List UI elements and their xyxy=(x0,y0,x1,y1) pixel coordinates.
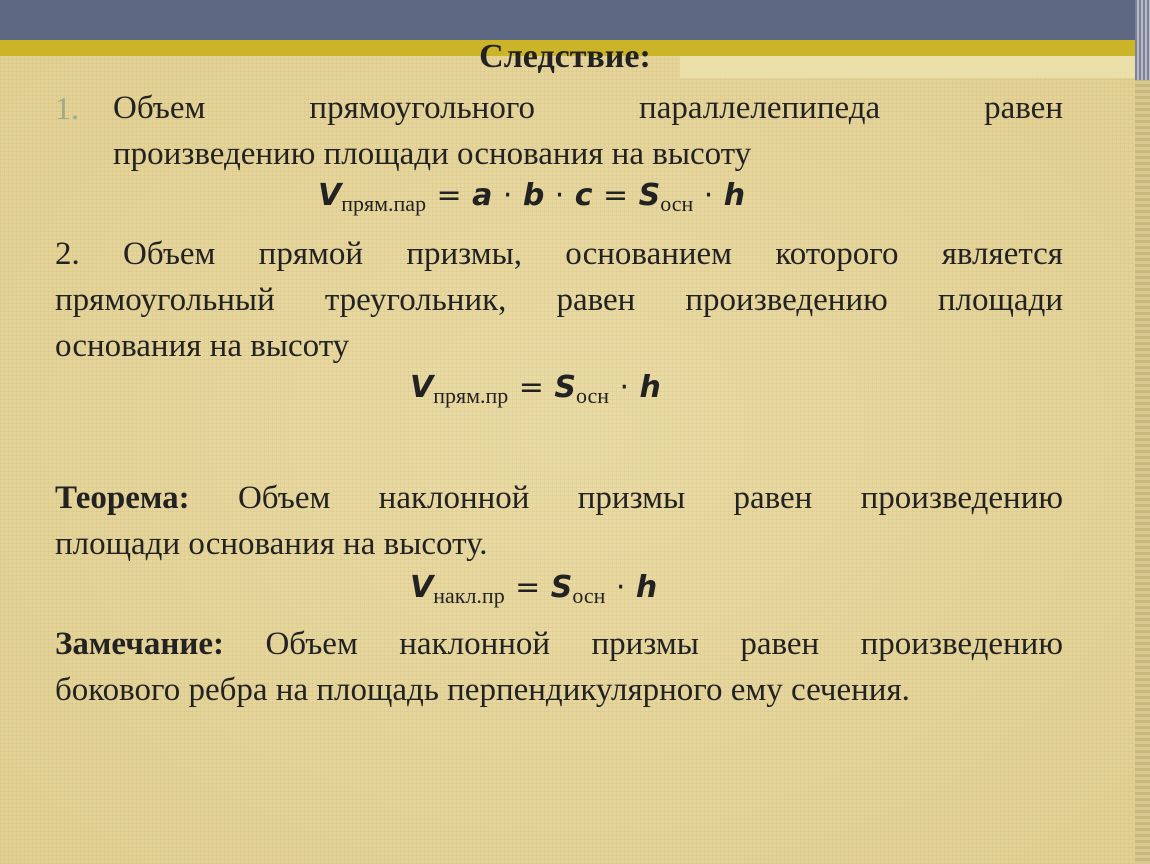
formula-symbol: S xyxy=(638,178,661,213)
remark-text: Объем наклонной призмы равен произведению xyxy=(265,626,1063,662)
formula-subscript: прям.пр xyxy=(433,383,509,408)
formula-operator: · xyxy=(615,570,626,605)
theorem-line1 xyxy=(55,476,1063,520)
formula-operator: = xyxy=(603,178,629,213)
formula-symbol: V xyxy=(318,178,342,213)
remark-line2: бокового ребра на площадь перпендикулярного ему сечения. xyxy=(55,672,910,708)
formula-symbol: S xyxy=(554,370,576,405)
formula-symbol: V xyxy=(410,570,434,605)
formula-operator: = xyxy=(515,570,541,605)
item2-line3: основания на высоту xyxy=(55,328,350,364)
theorem-line2: площади основания на высоту. xyxy=(55,526,488,562)
theorem-label: Теорема: xyxy=(55,480,190,516)
formula-symbol: S xyxy=(550,570,573,605)
slide-heading: Следствие: xyxy=(479,38,651,75)
title-bar-decoration xyxy=(0,0,1150,40)
formula-operator: · xyxy=(703,178,714,213)
item1-line2: произведению площади основания на высоту xyxy=(113,136,752,172)
formula-symbol: c xyxy=(574,178,593,213)
formula-symbol: h xyxy=(639,370,661,405)
item2-line2: прямоугольный треугольник, равен произведению площади xyxy=(55,282,1063,318)
formula-symbol: a xyxy=(472,178,493,213)
formula-subscript: осн xyxy=(660,191,694,216)
formula-prism-volume xyxy=(410,370,661,409)
formula-operator: = xyxy=(518,370,544,405)
item1-line1: Объем прямоугольного параллелепипеда равен xyxy=(113,90,1063,126)
formula-operator: = xyxy=(436,178,462,213)
remark-line1 xyxy=(55,622,1063,666)
formula-subscript: осн xyxy=(575,383,610,408)
item2-line1: 2. Объем прямой призмы, основанием которого является xyxy=(55,236,1063,272)
formula-subscript: осн xyxy=(572,583,606,608)
formula-symbol: b xyxy=(522,178,545,213)
formula-symbol: h xyxy=(723,178,746,213)
formula-symbol: h xyxy=(635,570,658,605)
formula-operator: · xyxy=(554,178,565,213)
right-edge-texture xyxy=(1135,80,1150,864)
formula-box-volume xyxy=(318,178,745,217)
theorem-text: Объем наклонной призмы равен произведению xyxy=(237,480,1064,516)
formula-operator: · xyxy=(619,370,630,405)
formula-subscript: накл.пр xyxy=(433,583,505,608)
list-number-1: 1. xyxy=(55,90,79,126)
remark-label: Замечание: xyxy=(55,626,224,662)
formula-operator: · xyxy=(502,178,513,213)
formula-subscript: прям.пар xyxy=(341,191,427,216)
formula-symbol: V xyxy=(410,370,434,405)
formula-oblique-prism-volume xyxy=(410,570,657,609)
